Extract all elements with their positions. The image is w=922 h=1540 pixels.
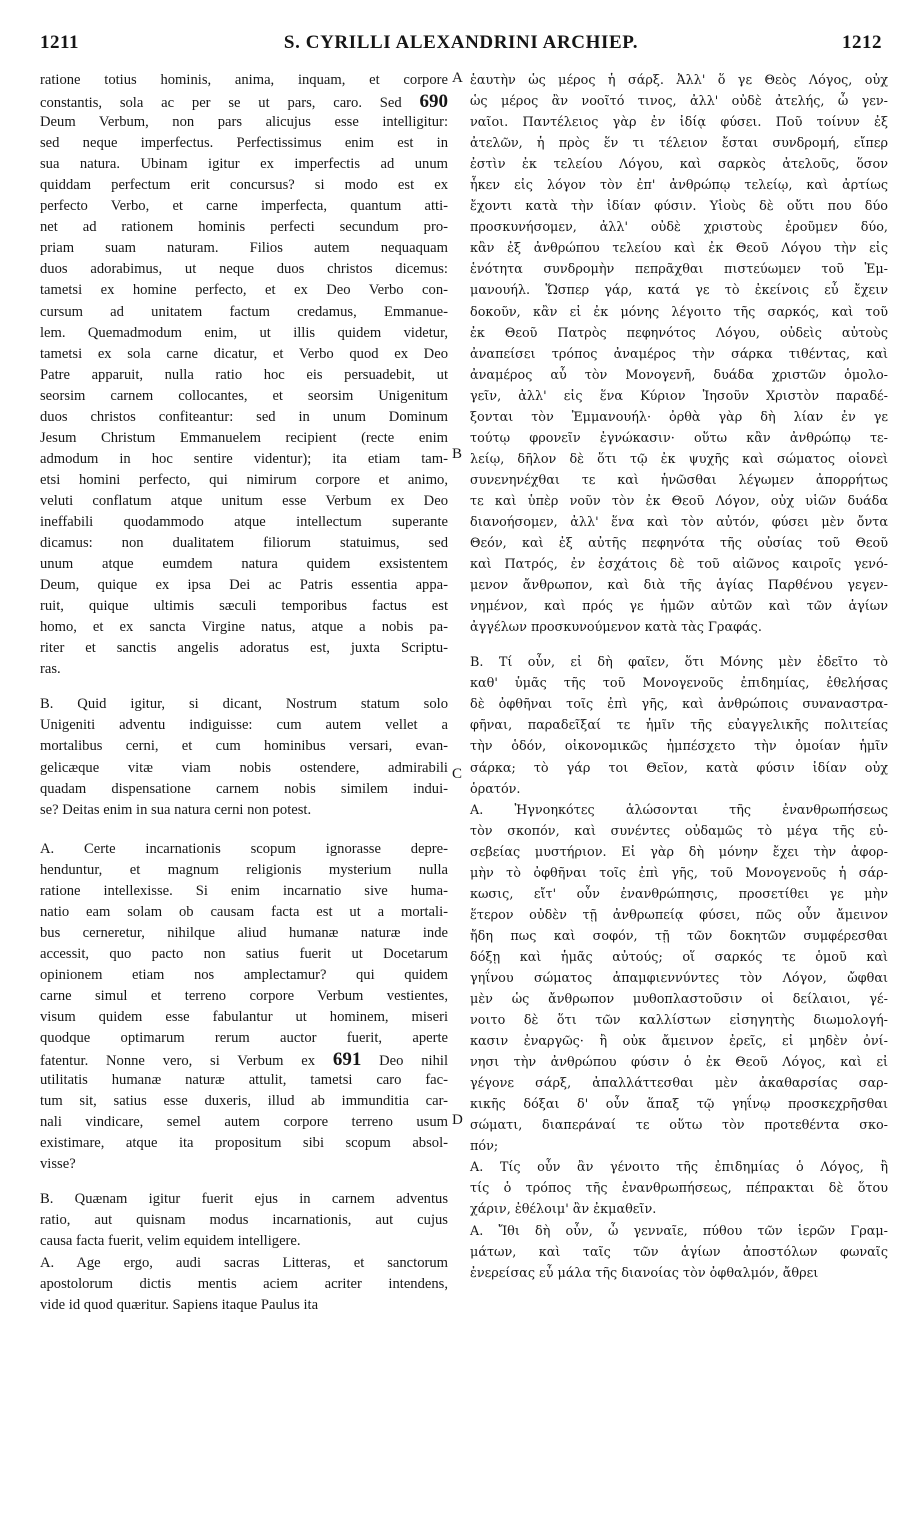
text-line: τίς ὁ τρόπος τῆς ἐνανθρωπήσεως, πέπρακται δὲ ὅτου xyxy=(470,1181,888,1197)
text-line: mortalibus cerni, et cum hominibus versari, evan- xyxy=(40,738,448,755)
text-line: δὲ ὀφθῆναι τοῖς ἐπὶ γῆς, καὶ ἀνθρώποις συναναστρα- xyxy=(470,697,888,713)
text-line: ἧκεν εἰς λόγον τὸν ἐπ' ἀνθρώπῳ τελείῳ, καὶ ἀρτίως xyxy=(470,178,888,194)
text-line: ineffabili quodammodo atque intellectum superante xyxy=(40,513,448,530)
text-line: A. Ἴθι δὴ οὖν, ὦ γενναῖε, πύθου τῶν ἱερῶν Γραμ- xyxy=(470,1223,888,1239)
section-marker-d: D xyxy=(452,1112,463,1128)
text-line: ἀγγέλων προσκυνούμενον κατὰ τὰς Γραφάς. xyxy=(470,620,762,636)
text-line: προσκυνήσομεν, ἀλλ' οὐδὲ χριστοὺς ἐροῦμεν δύο, xyxy=(470,220,888,236)
text-line: duos adorabimus, ut neque duos christos dicemus: xyxy=(40,261,448,278)
text-line: ξονται τὸν Ἐμμανουήλ· ὀρθὰ γὰρ δὴ λίαν ἐν γε xyxy=(470,409,888,425)
text-line: ὡς μέρος ἂν νοοῖτό τινος, ἀλλ' οὐδὲ ἀτελής, ὦ γεν- xyxy=(470,94,888,110)
text-line: δόξῃ καὶ ἡμᾶς αὐτούς; οἵ σαρκός τε ὁμοῦ καὶ xyxy=(470,949,888,965)
text-line: ratio, aut quisnam modus incarnationis, aut cujus xyxy=(40,1212,448,1229)
text-line: ἐκ Θεοῦ Πατρὸς πεφηνότος Λόγου, οὐδεὶς αὐτοὺς xyxy=(470,325,888,341)
text-line: γηΐνου σώματος ἀπαμφιεννύντες τὸν Λόγον, ὤφθαι xyxy=(470,970,888,986)
text-line: existimare, atque ita propositum sibi scopum absol- xyxy=(40,1135,448,1152)
text-line: ἀτελῶν, ἡ πρὸς ἕν τι τέλειον ἔσται συνδρομή, εἴπερ xyxy=(470,136,888,152)
text-line: τὸν σκοπόν, καὶ συνέντες οὐδαμῶς τὸ μέγα τῆς εὐ- xyxy=(470,823,888,839)
text-line: A. Ἠγνοηκότες ἁλώσονται τῆς ἐνανθρωπήσεως xyxy=(470,802,888,818)
text-line: gelicæque vitæ viam nobis ostendere, admirabili xyxy=(40,759,448,776)
latin-paragraph-1 xyxy=(40,70,448,680)
latin-column xyxy=(40,70,448,1316)
text-line: νησι τὴν ἀνθρώπου φύσιν ὁ ἐκ Θεοῦ Λόγος, καὶ εἰ xyxy=(470,1055,888,1071)
text-line: se? Deitas enim in sua natura cerni non potest. xyxy=(40,801,312,818)
text-line: tametsi ex homine perfecto, et ex Deo Verbo con- xyxy=(40,282,448,299)
text-line: τούτῳ φρονεῖν ἐγνώκασιν· οὕτω κἂν ἀνθρώπῳ τε- xyxy=(470,430,888,446)
text-line: ἕτερον οὐδὲν τῇ ἀνθρωπείᾳ φύσει, πῶς οὖν ἄμεινον xyxy=(470,907,888,923)
running-title: S. CYRILLI ALEXANDRINI ARCHIEP. xyxy=(283,32,639,53)
text-line: Θεόν, καὶ ἐξ αὐτῆς πεφηνότα τῆς οὐσίας τοῦ Θεοῦ xyxy=(470,536,888,552)
text-line: πόν; xyxy=(470,1139,499,1155)
text-line: διανοήσομεν, ἀλλ' ἕνα καὶ τὸν αὐτόν, φύσει μὲν ὄντα xyxy=(470,514,888,530)
text-line: causa facta fuerit, velim equidem intelligere. xyxy=(40,1233,301,1250)
greek-paragraph-5 xyxy=(470,1221,888,1284)
latin-paragraph-3 xyxy=(40,839,448,1176)
page-number-left: 1211 xyxy=(40,32,79,53)
text-line: sed neque imperfectus. Perfectissimus enim est in xyxy=(40,135,448,152)
text-line: constantis, sola ac per se ut pars, caro. Sed 690 xyxy=(40,91,448,113)
text-line: net ad rationem hominis perfecti secundum pro- xyxy=(40,219,448,236)
text-line: χάριν, ἐθέλοιμ' ἂν ἐκμαθεῖν. xyxy=(470,1202,657,1218)
text-line: ἑνότητα συνδρομὴν πεπρᾶχθαι πιστεύωμεν τοῦ Ἐμ- xyxy=(470,262,888,278)
page-number-right: 1212 xyxy=(842,32,882,53)
text-line: ἐνερείσας εὖ μάλα τῆς διανοίας τὸν ὀφθαλμόν, ἄθρει xyxy=(470,1265,819,1281)
text-line: cursum ad unitatem factum credamus, Emmanue- xyxy=(40,303,448,320)
text-line: νημένον, καὶ πρός γε ἡμῶν αὐτῶν καὶ τῶν ἁγίων xyxy=(470,599,888,615)
column-number-690: 690 xyxy=(419,91,448,113)
text-line: μενον ἄνθρωπον, καὶ διὰ τῆς ἁγίας Παρθένου γεγεν- xyxy=(470,578,888,594)
text-line: ἐστὶν ἐκ τελείου Λόγου, καὶ σαρκὸς ἀτελοῦς, ὅσον xyxy=(470,157,888,173)
text-line: καθ' ὑμᾶς τῆς τοῦ Μονογενοῦς ἐπιδημίας, ἐθελήσας xyxy=(470,676,888,692)
text-line: seorsim carnem collocantes, et seorsim Unigenitum xyxy=(40,387,448,404)
text-line: νοιτο δὲ ὅτι τῶν καλλίστων εἰσηγητὴς διωμολογή- xyxy=(470,1013,888,1029)
greek-column xyxy=(470,70,888,1284)
text-line: Jesum Christum Emmanuelem recipient (recte enim xyxy=(40,429,448,446)
text-line: ναῖοι. Παντέλειος γὰρ ἐν ἰδίᾳ φύσει. Ποῦ τοίνυν ἐξ xyxy=(470,115,888,131)
text-line: ruit, quique ultimis sæculi temporibus factus est xyxy=(40,598,448,615)
text-line: τὴν ὁδόν, οἰκονομικῶς ἠμπέσχετο τὴν ὁμοίαν ἡμῖν xyxy=(470,739,888,755)
text-line: tum sit, satius esse duxeris, illud ab immunditia car- xyxy=(40,1093,448,1110)
text-line: unum atque eumdem natura quidem exsistentem xyxy=(40,556,448,573)
text-line: visse? xyxy=(40,1156,76,1173)
text-line: homo, et ex sancta Virgine natus, atque a nobis pa- xyxy=(40,619,448,636)
text-line: A. Τίς οὖν ἂν γένοιτο τῆς ἐπιδημίας ὁ Λόγος, ἢ xyxy=(470,1160,888,1176)
text-line: apostolorum dictis mentis aciem acriter intendens, xyxy=(40,1275,448,1292)
text-line: σάρκα; τὸ γάρ τοι Θεῖον, κατὰ φύσιν ἰδίαν οὐχ xyxy=(470,760,888,776)
text-line: ἤδη πως καὶ σοφόν, τῇ τῶν δοκητῶν συμφέρεσθαι xyxy=(470,928,888,944)
text-line: perfecto Verbo, et carne imperfecta, quantum atti- xyxy=(40,198,448,215)
text-line: κωσις, εἴτ' οὖν ἐνανθρώπησις, προσετίθει γε μὴν xyxy=(470,886,888,902)
text-line: A. Age ergo, audi sacras Litteras, et sanctorum xyxy=(40,1254,448,1271)
text-line: ἀναπείσει τρόπος ἀναμέρος τὴν σάρκα τιθέντας, καὶ xyxy=(470,346,888,362)
text-line: nali vindicare, semel autem corpore terreno usum xyxy=(40,1114,448,1131)
text-line: A. Certe incarnationis scopum ignorasse depre- xyxy=(40,840,448,857)
text-line: Patre apparuit, nulla ratio hoc eis persuadebit, ut xyxy=(40,366,448,383)
section-marker-c: C xyxy=(452,766,463,782)
text-line: ἀναμέρος αὖ τὸν Μονογενῆ, δυάδα χριστῶν ὁμολο- xyxy=(470,367,888,383)
text-line: natio eam solam ob causam facta est ut a mortali- xyxy=(40,903,448,920)
text-line: quadam dispensatione carnem nobis similem indui- xyxy=(40,780,448,797)
text-line: Deum Verbum, non pars alicujus esse intelligitur: xyxy=(40,114,448,131)
text-line: μὲν ὡς ἄνθρωπον μυθοπλαστοῦσιν οἱ δείλαιοι, γέ- xyxy=(470,992,888,1008)
text-line: σεβείας μυστήριον. Εἰ γὰρ δὴ μόνην ἔχει τὴν ἀφορ- xyxy=(470,844,888,860)
text-line: fatentur. Nonne vero, si Verbum ex 691 Deo nihil xyxy=(40,1049,448,1071)
latin-paragraph-2 xyxy=(40,694,448,820)
text-line: ἔχοντι κατὰ τὴν ἰδίαν φύσιν. Υἱοὺς δὲ οὔτι που δύο xyxy=(470,199,888,215)
greek-paragraph-2 xyxy=(470,652,888,799)
text-line: ras. xyxy=(40,661,61,678)
text-line: κικῆς δόξαι δ' οὖν ἅπαξ τῷ γηΐνῳ προσκεχρῆσθαι xyxy=(470,1097,888,1113)
text-line: henduntur, et magnum religionis mysterium nulla xyxy=(40,861,448,878)
text-line: ratione intellexisse. Si enim incarnatio sive huma- xyxy=(40,882,448,899)
text-line: σώματι, διαπεράναί τε οὕτω τὸν προτεθέντα σκο- xyxy=(470,1118,888,1134)
text-line: utilitatis humanæ naturæ attulit, tametsi caro fac- xyxy=(40,1072,448,1089)
text-line: μάτων, καὶ ταῖς τῶν ἁγίων ἀποστόλων φωναῖς xyxy=(470,1244,888,1260)
text-line: opinionem etiam nos amplectamur? qui quidem xyxy=(40,966,448,983)
latin-paragraph-4 xyxy=(40,1189,448,1252)
column-number-691: 691 xyxy=(332,1049,362,1071)
section-marker-b: B xyxy=(452,446,463,462)
text-line: dicamus: non dualitatem filiorum statuimus, sed xyxy=(40,535,448,552)
text-line: priam suam naturam. Filios autem nequaquam xyxy=(40,240,448,257)
running-header xyxy=(0,26,922,58)
text-line: συνενηνέχθαι τε καὶ ἡνῶσθαι λέγωμεν ἀπορρήτως xyxy=(470,472,888,488)
text-line: φῆναι, παραδεῖξαί τε ἡμῖν τῆς εὐαγγελικῆς πολιτείας xyxy=(470,718,888,734)
text-line: ὁρατόν. xyxy=(470,781,521,797)
text-line: quodque optimarum rerum auctor fuerit, aperte xyxy=(40,1030,448,1047)
text-line: Deum, quique ex ipsa Dei ac Patris essentia appa- xyxy=(40,577,448,594)
text-line: κἂν ἐξ ἀνθρώπου τελείου καὶ ἐκ Θεοῦ Λόγου τὴν εἰς xyxy=(470,241,888,257)
text-line-tail: Deo nihil xyxy=(361,1053,448,1070)
text-line: duos christos confiteantur: sed in unum Dominum xyxy=(40,408,448,425)
text-line: quiddam perfectum erit concursus? si modo est ex xyxy=(40,177,448,194)
text-line: B. Quid igitur, si dicant, Nostrum statum solo xyxy=(40,696,448,713)
text-line: vide id quod quæritur. Sapiens itaque Paulus ita xyxy=(40,1296,319,1313)
text-line: accessit, quo pacto non satius fuerit ut Docetarum xyxy=(40,945,448,962)
greek-paragraph-4 xyxy=(470,1157,888,1220)
latin-paragraph-5 xyxy=(40,1253,448,1316)
text-line: etsi homini perfecto, qui nimirum corpore et animo, xyxy=(40,471,448,488)
text-line: ἑαυτὴν ὡς μέρος ἡ σάρξ. Ἀλλ' ὅ γε Θεὸς Λόγος, οὐχ xyxy=(470,73,888,88)
text-line: B. Τί οὖν, εἰ δὴ φαῖεν, ὅτι Μόνης μὲν ἐδεῖτο τὸ xyxy=(470,655,888,671)
greek-paragraph-3 xyxy=(470,800,888,1158)
text-line: lem. Quemadmodum enim, ut illis quidem videtur, xyxy=(40,324,448,341)
text-line: sua natura. Ubinam igitur ex imperfectis ad unum xyxy=(40,156,448,173)
text-line: riter et sanctis angelis adoratus est, juxta Scriptu- xyxy=(40,640,448,657)
text-line: admodum in hoc sentire videntur); ita etiam tam- xyxy=(40,450,448,467)
text-line: veluti conflatum atque unitum esse Verbum ex Deo xyxy=(40,492,448,509)
text-line: καὶ Πατρός, ἐν ἐσχάτοις δὲ τοῦ αἰῶνος καιροῖς γενό- xyxy=(470,557,888,573)
text-line: μανουήλ. Ὥσπερ γάρ, κατά γε τὸ ἐκείνοις εὖ ἔχειν xyxy=(470,283,888,299)
text-line: visum quidem esse fabulantur ut hominem, miseri xyxy=(40,1009,448,1026)
text-line: δοκοῦν, κἂν εἰ ἐκ μόνης λέγοιτο τῆς σαρκός, καὶ τοῦ xyxy=(470,304,888,320)
text-line: γεῖν, ἀλλ' εἰς ἕνα Κύριον Ἰησοῦν Χριστὸν παραδέ- xyxy=(470,388,888,404)
section-marker-a: A xyxy=(452,70,463,86)
text-line: ratione totius hominis, anima, inquam, et corpore xyxy=(40,72,448,88)
text-line: λείῳ, δῆλον δὲ ὅτι τῷ ἐκ ψυχῆς καὶ σώματος οἱονεὶ xyxy=(470,451,888,467)
text-line: γέγονε σάρξ, ἀπαλλάττεσθαι μὲν ἀκαθαρσίας σαρ- xyxy=(470,1076,888,1092)
text-line: μὴν τὸ ὀφθῆναι τοῖς ἐπὶ γῆς, τοῦ Μονογενοῦς ἡ σάρ- xyxy=(470,865,888,881)
text-line: bus cerneretur, nihilque aliud humanæ naturæ inde xyxy=(40,924,448,941)
text-line: Unigeniti adventu indiguisse: cum autem vellet a xyxy=(40,717,448,734)
text-line: carne simul et terreno corpore Verbum vestientes, xyxy=(40,987,448,1004)
text-line: κασιν ἐναργῶς· ἢ οὐκ ἄμεινον ἐρεῖς, εἰ μηδὲν ὀνί- xyxy=(470,1034,888,1050)
text-line: B. Quænam igitur fuerit ejus in carnem adventus xyxy=(40,1191,448,1208)
greek-paragraph-1 xyxy=(470,70,888,638)
text-line: tametsi ex sola carne dicatur, et Verbo quod ex Deo xyxy=(40,345,448,362)
text-line: τε καὶ ὑπὲρ νοῦν τὸν ἐκ Θεοῦ Λόγον, οὐχ υἱῶν δυάδα xyxy=(470,493,888,509)
